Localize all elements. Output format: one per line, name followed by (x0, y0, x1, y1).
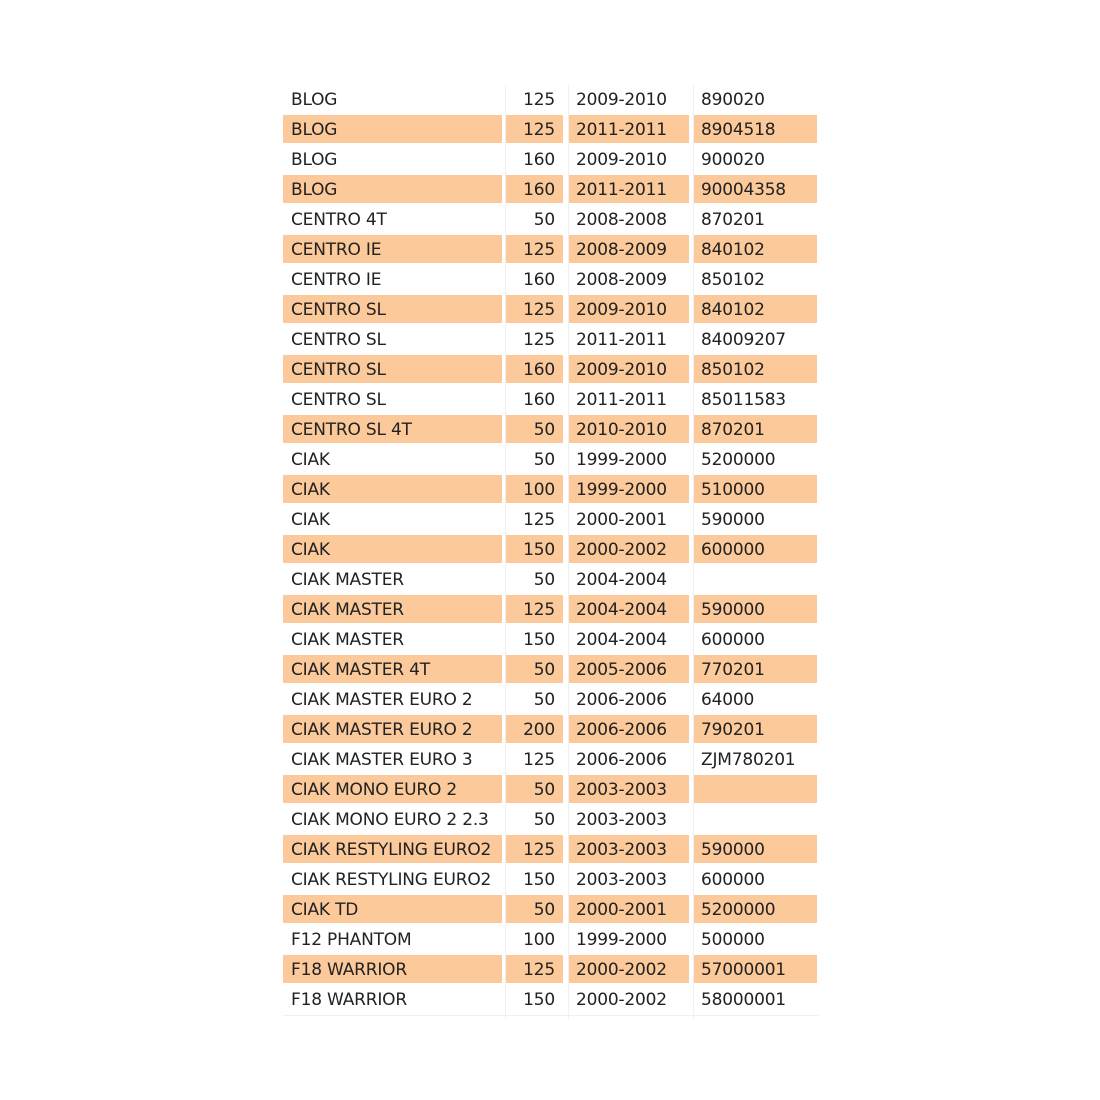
table-row (283, 175, 819, 205)
frame-code-cell: 58000001 (693, 985, 817, 1013)
model-cell: CENTRO SL (283, 355, 502, 383)
model-cell: CIAK MONO EURO 2 2.3 (283, 805, 502, 833)
column-divider (505, 85, 506, 1019)
displacement-cell: 50 (505, 565, 563, 593)
table-row (283, 805, 819, 835)
displacement-cell: 50 (505, 415, 563, 443)
displacement-cell: 160 (505, 175, 563, 203)
model-cell: CIAK (283, 445, 502, 473)
column-divider (693, 85, 694, 1019)
years-cell: 2011-2011 (568, 115, 689, 143)
table-row (283, 235, 819, 265)
displacement-cell: 125 (505, 295, 563, 323)
years-cell: 1999-2000 (568, 445, 689, 473)
table-row (283, 475, 819, 505)
frame-code-cell (693, 565, 817, 593)
displacement-cell: 50 (505, 685, 563, 713)
model-cell: BLOG (283, 85, 502, 113)
years-cell: 2003-2003 (568, 805, 689, 833)
model-cell: CENTRO SL (283, 325, 502, 353)
frame-code-cell: 840102 (693, 295, 817, 323)
table-row (283, 625, 819, 655)
years-cell: 2008-2008 (568, 205, 689, 233)
table-row (283, 445, 819, 475)
years-cell: 2004-2004 (568, 625, 689, 653)
parts-table (283, 85, 819, 1015)
displacement-cell: 100 (505, 475, 563, 503)
table-row (283, 535, 819, 565)
model-cell: CENTRO IE (283, 235, 502, 263)
table-row (283, 415, 819, 445)
frame-code-cell: 590000 (693, 835, 817, 863)
frame-code-cell: 500000 (693, 925, 817, 953)
years-cell: 2009-2010 (568, 355, 689, 383)
model-cell: CIAK MONO EURO 2 (283, 775, 502, 803)
displacement-cell: 100 (505, 925, 563, 953)
years-cell: 2000-2002 (568, 985, 689, 1013)
model-cell: CIAK RESTYLING EURO2 (283, 865, 502, 893)
model-cell: CENTRO SL (283, 385, 502, 413)
table-row (283, 655, 819, 685)
displacement-cell: 160 (505, 385, 563, 413)
displacement-cell: 125 (505, 745, 563, 773)
table-row (283, 745, 819, 775)
table-row (283, 925, 819, 955)
table-row (283, 505, 819, 535)
displacement-cell: 50 (505, 205, 563, 233)
displacement-cell: 125 (505, 325, 563, 353)
years-cell: 1999-2000 (568, 475, 689, 503)
frame-code-cell: 600000 (693, 625, 817, 653)
frame-code-cell: 870201 (693, 205, 817, 233)
displacement-cell: 125 (505, 835, 563, 863)
table-row (283, 385, 819, 415)
model-cell: CIAK MASTER (283, 625, 502, 653)
model-cell: F12 PHANTOM (283, 925, 502, 953)
table-row (283, 865, 819, 895)
table-row (283, 145, 819, 175)
model-cell: CENTRO SL (283, 295, 502, 323)
model-cell: CENTRO IE (283, 265, 502, 293)
frame-code-cell (693, 805, 817, 833)
displacement-cell: 150 (505, 985, 563, 1013)
frame-code-cell: 90004358 (693, 175, 817, 203)
table-row (283, 325, 819, 355)
table-row (283, 985, 819, 1015)
years-cell: 2008-2009 (568, 265, 689, 293)
frame-code-cell: 900020 (693, 145, 817, 173)
displacement-cell: 160 (505, 355, 563, 383)
displacement-cell: 125 (505, 85, 563, 113)
frame-code-cell: 600000 (693, 535, 817, 563)
model-cell: CIAK MASTER EURO 2 (283, 715, 502, 743)
years-cell: 2005-2006 (568, 655, 689, 683)
frame-code-cell: 84009207 (693, 325, 817, 353)
model-cell: CIAK MASTER EURO 3 (283, 745, 502, 773)
model-cell: BLOG (283, 145, 502, 173)
frame-code-cell: 850102 (693, 265, 817, 293)
years-cell: 2009-2010 (568, 85, 689, 113)
table-row (283, 115, 819, 145)
model-cell: CIAK RESTYLING EURO2 (283, 835, 502, 863)
table-row (283, 265, 819, 295)
frame-code-cell: 590000 (693, 595, 817, 623)
displacement-cell: 125 (505, 115, 563, 143)
years-cell: 1999-2000 (568, 925, 689, 953)
table-row (283, 85, 819, 115)
table-row (283, 895, 819, 925)
model-cell: CENTRO 4T (283, 205, 502, 233)
years-cell: 2009-2010 (568, 145, 689, 173)
years-cell: 2004-2004 (568, 595, 689, 623)
frame-code-cell: 510000 (693, 475, 817, 503)
model-cell: BLOG (283, 175, 502, 203)
table-bottom-border (283, 1015, 819, 1016)
years-cell: 2003-2003 (568, 865, 689, 893)
years-cell: 2003-2003 (568, 835, 689, 863)
years-cell: 2004-2004 (568, 565, 689, 593)
model-cell: CIAK MASTER 4T (283, 655, 502, 683)
frame-code-cell: 770201 (693, 655, 817, 683)
frame-code-cell: 890020 (693, 85, 817, 113)
years-cell: 2006-2006 (568, 685, 689, 713)
model-cell: CIAK MASTER EURO 2 (283, 685, 502, 713)
table-row (283, 775, 819, 805)
model-cell: CIAK (283, 505, 502, 533)
frame-code-cell: ZJM780201 (693, 745, 817, 773)
displacement-cell: 160 (505, 145, 563, 173)
frame-code-cell: 64000 (693, 685, 817, 713)
frame-code-cell (693, 775, 817, 803)
model-cell: CIAK MASTER (283, 565, 502, 593)
displacement-cell: 150 (505, 625, 563, 653)
model-cell: CIAK (283, 475, 502, 503)
years-cell: 2010-2010 (568, 415, 689, 443)
table-row (283, 685, 819, 715)
table-row (283, 595, 819, 625)
years-cell: 2006-2006 (568, 715, 689, 743)
frame-code-cell: 840102 (693, 235, 817, 263)
model-cell: CIAK (283, 535, 502, 563)
frame-code-cell: 57000001 (693, 955, 817, 983)
model-cell: CIAK MASTER (283, 595, 502, 623)
frame-code-cell: 600000 (693, 865, 817, 893)
years-cell: 2011-2011 (568, 325, 689, 353)
years-cell: 2009-2010 (568, 295, 689, 323)
years-cell: 2003-2003 (568, 775, 689, 803)
displacement-cell: 125 (505, 235, 563, 263)
table-row (283, 205, 819, 235)
displacement-cell: 160 (505, 265, 563, 293)
displacement-cell: 150 (505, 535, 563, 563)
table-row (283, 955, 819, 985)
years-cell: 2000-2001 (568, 895, 689, 923)
model-cell: F18 WARRIOR (283, 955, 502, 983)
frame-code-cell: 8904518 (693, 115, 817, 143)
frame-code-cell: 5200000 (693, 445, 817, 473)
table-row (283, 565, 819, 595)
displacement-cell: 200 (505, 715, 563, 743)
frame-code-cell: 870201 (693, 415, 817, 443)
model-cell: CIAK TD (283, 895, 502, 923)
table-row (283, 715, 819, 745)
frame-code-cell: 790201 (693, 715, 817, 743)
years-cell: 2008-2009 (568, 235, 689, 263)
model-cell: BLOG (283, 115, 502, 143)
years-cell: 2000-2001 (568, 505, 689, 533)
table-row (283, 355, 819, 385)
frame-code-cell: 85011583 (693, 385, 817, 413)
displacement-cell: 125 (505, 955, 563, 983)
displacement-cell: 50 (505, 775, 563, 803)
displacement-cell: 50 (505, 655, 563, 683)
displacement-cell: 50 (505, 805, 563, 833)
years-cell: 2011-2011 (568, 175, 689, 203)
model-cell: CENTRO SL 4T (283, 415, 502, 443)
displacement-cell: 125 (505, 595, 563, 623)
years-cell: 2000-2002 (568, 535, 689, 563)
frame-code-cell: 5200000 (693, 895, 817, 923)
table-row (283, 295, 819, 325)
table-row (283, 835, 819, 865)
frame-code-cell: 850102 (693, 355, 817, 383)
displacement-cell: 50 (505, 445, 563, 473)
model-cell: F18 WARRIOR (283, 985, 502, 1013)
years-cell: 2011-2011 (568, 385, 689, 413)
displacement-cell: 125 (505, 505, 563, 533)
years-cell: 2000-2002 (568, 955, 689, 983)
years-cell: 2006-2006 (568, 745, 689, 773)
frame-code-cell: 590000 (693, 505, 817, 533)
displacement-cell: 50 (505, 895, 563, 923)
column-divider (568, 85, 569, 1019)
displacement-cell: 150 (505, 865, 563, 893)
